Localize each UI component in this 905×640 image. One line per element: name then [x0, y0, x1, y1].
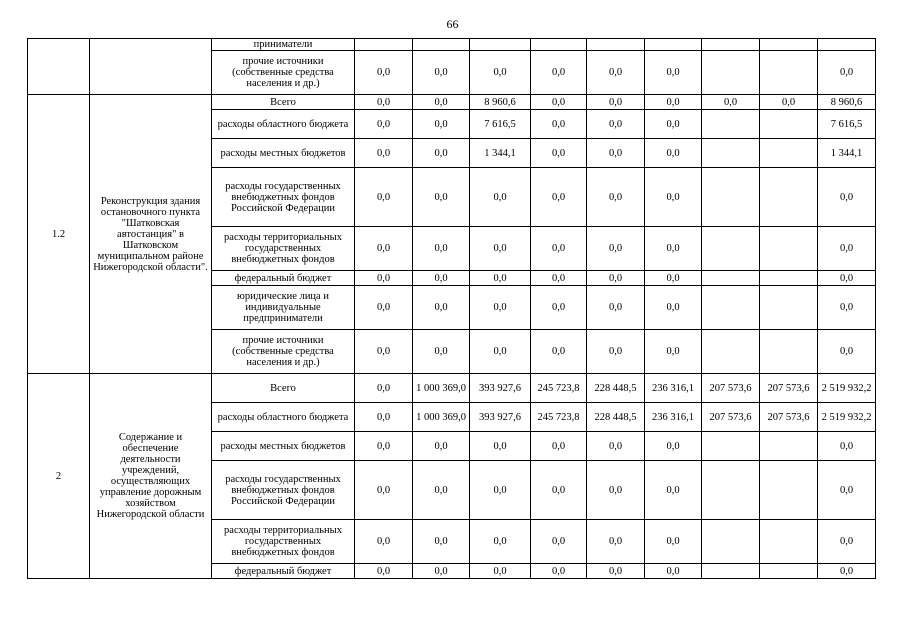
value-cell — [702, 271, 760, 286]
value-cell: 245 723,8 — [531, 403, 587, 432]
funding-source: федеральный бюджет — [212, 271, 355, 286]
funding-source: расходы местных бюджетов — [212, 139, 355, 168]
value-cell: 8 960,6 — [818, 95, 876, 110]
value-cell: 0,0 — [645, 432, 702, 461]
value-cell: 0,0 — [645, 330, 702, 374]
value-cell: 0,0 — [413, 227, 470, 271]
funding-source: расходы территориальных государственных внебюджетных фондов — [212, 520, 355, 564]
funding-source: приниматели — [212, 39, 355, 51]
value-cell: 0,0 — [413, 564, 470, 579]
value-cell — [355, 39, 413, 51]
value-cell: 0,0 — [531, 564, 587, 579]
value-cell: 207 573,6 — [760, 374, 818, 403]
value-cell: 0,0 — [587, 227, 645, 271]
value-cell: 8 960,6 — [470, 95, 531, 110]
value-cell: 2 519 932,2 — [818, 403, 876, 432]
value-cell: 0,0 — [645, 168, 702, 227]
value-cell: 0,0 — [760, 95, 818, 110]
funding-source: прочие источники (собственные средства населения и др.) — [212, 330, 355, 374]
value-cell — [760, 227, 818, 271]
value-cell: 0,0 — [645, 95, 702, 110]
value-cell — [645, 39, 702, 51]
value-cell: 0,0 — [413, 330, 470, 374]
value-cell — [760, 520, 818, 564]
value-cell: 0,0 — [470, 227, 531, 271]
value-cell — [702, 520, 760, 564]
value-cell: 0,0 — [531, 286, 587, 330]
value-cell: 0,0 — [531, 432, 587, 461]
value-cell: 0,0 — [645, 110, 702, 139]
value-cell: 0,0 — [470, 520, 531, 564]
value-cell: 0,0 — [531, 51, 587, 95]
value-cell: 0,0 — [645, 227, 702, 271]
value-cell — [413, 39, 470, 51]
value-cell: 0,0 — [531, 461, 587, 520]
value-cell: 0,0 — [818, 432, 876, 461]
value-cell: 0,0 — [645, 564, 702, 579]
value-cell: 0,0 — [355, 139, 413, 168]
value-cell: 0,0 — [818, 271, 876, 286]
value-cell: 0,0 — [355, 271, 413, 286]
value-cell — [760, 39, 818, 51]
row-program-name: Содержание и обеспечение деятельности учреждений, осуществляющих управление дорожным хозяйством Нижегородской области — [90, 374, 212, 579]
value-cell: 228 448,5 — [587, 374, 645, 403]
value-cell: 0,0 — [645, 51, 702, 95]
value-cell: 0,0 — [587, 110, 645, 139]
value-cell: 0,0 — [531, 95, 587, 110]
value-cell: 0,0 — [470, 564, 531, 579]
value-cell: 1 344,1 — [818, 139, 876, 168]
value-cell: 0,0 — [587, 51, 645, 95]
value-cell: 0,0 — [587, 95, 645, 110]
value-cell: 2 519 932,2 — [818, 374, 876, 403]
value-cell: 245 723,8 — [531, 374, 587, 403]
value-cell: 0,0 — [413, 432, 470, 461]
row-code: 1.2 — [28, 95, 90, 374]
value-cell: 0,0 — [818, 461, 876, 520]
funding-source: Всего — [212, 374, 355, 403]
value-cell: 0,0 — [413, 461, 470, 520]
value-cell: 0,0 — [587, 432, 645, 461]
value-cell: 0,0 — [587, 564, 645, 579]
value-cell: 0,0 — [355, 51, 413, 95]
value-cell: 0,0 — [470, 51, 531, 95]
value-cell: 0,0 — [818, 286, 876, 330]
value-cell: 0,0 — [355, 403, 413, 432]
value-cell — [760, 110, 818, 139]
value-cell: 0,0 — [355, 286, 413, 330]
funding-source: расходы территориальных государственных внебюджетных фондов — [212, 227, 355, 271]
value-cell: 0,0 — [587, 168, 645, 227]
value-cell: 0,0 — [355, 520, 413, 564]
value-cell: 0,0 — [531, 520, 587, 564]
funding-source: Всего — [212, 95, 355, 110]
value-cell: 0,0 — [470, 461, 531, 520]
value-cell: 0,0 — [413, 95, 470, 110]
value-cell: 0,0 — [413, 51, 470, 95]
row-program-name: Реконструкция здания остановочного пункта "Шатковская автостанция" в Шатковском муниципальном районе Нижегородской области". — [90, 95, 212, 374]
value-cell: 1 000 369,0 — [413, 374, 470, 403]
value-cell: 0,0 — [818, 564, 876, 579]
value-cell: 236 316,1 — [645, 374, 702, 403]
funding-source: расходы государственных внебюджетных фондов Российской Федерации — [212, 168, 355, 227]
value-cell — [702, 227, 760, 271]
value-cell — [760, 139, 818, 168]
value-cell — [760, 564, 818, 579]
value-cell — [702, 39, 760, 51]
budget-table — [27, 38, 876, 579]
row-code: 2 — [28, 374, 90, 579]
value-cell — [760, 168, 818, 227]
value-cell: 0,0 — [355, 227, 413, 271]
value-cell: 207 573,6 — [760, 403, 818, 432]
funding-source: юридические лица и индивидуальные предприниматели — [212, 286, 355, 330]
value-cell: 0,0 — [470, 271, 531, 286]
value-cell: 393 927,6 — [470, 403, 531, 432]
value-cell — [760, 461, 818, 520]
value-cell: 0,0 — [531, 110, 587, 139]
value-cell: 0,0 — [355, 461, 413, 520]
value-cell: 0,0 — [413, 110, 470, 139]
value-cell: 0,0 — [818, 168, 876, 227]
value-cell: 0,0 — [531, 168, 587, 227]
value-cell: 7 616,5 — [818, 110, 876, 139]
value-cell — [531, 39, 587, 51]
value-cell — [818, 39, 876, 51]
value-cell: 207 573,6 — [702, 374, 760, 403]
row-program-name — [90, 39, 212, 95]
value-cell: 0,0 — [531, 139, 587, 168]
value-cell — [760, 330, 818, 374]
funding-source: расходы областного бюджета — [212, 110, 355, 139]
value-cell: 0,0 — [587, 461, 645, 520]
value-cell: 0,0 — [413, 168, 470, 227]
value-cell: 0,0 — [818, 330, 876, 374]
value-cell: 207 573,6 — [702, 403, 760, 432]
value-cell — [702, 286, 760, 330]
value-cell: 0,0 — [645, 461, 702, 520]
value-cell — [702, 168, 760, 227]
value-cell: 7 616,5 — [470, 110, 531, 139]
funding-source: расходы областного бюджета — [212, 403, 355, 432]
value-cell: 228 448,5 — [587, 403, 645, 432]
value-cell: 0,0 — [818, 227, 876, 271]
value-cell: 0,0 — [355, 432, 413, 461]
value-cell: 0,0 — [587, 330, 645, 374]
value-cell — [702, 564, 760, 579]
value-cell — [587, 39, 645, 51]
value-cell: 236 316,1 — [645, 403, 702, 432]
value-cell — [702, 330, 760, 374]
value-cell: 0,0 — [531, 271, 587, 286]
value-cell: 393 927,6 — [470, 374, 531, 403]
value-cell: 0,0 — [355, 374, 413, 403]
funding-source: прочие источники (собственные средства населения и др.) — [212, 51, 355, 95]
value-cell: 0,0 — [645, 139, 702, 168]
value-cell: 1 000 369,0 — [413, 403, 470, 432]
value-cell: 0,0 — [531, 330, 587, 374]
funding-source: расходы государственных внебюджетных фондов Российской Федерации — [212, 461, 355, 520]
value-cell: 0,0 — [355, 95, 413, 110]
value-cell: 0,0 — [470, 168, 531, 227]
value-cell: 0,0 — [355, 110, 413, 139]
page-number: 66 — [446, 17, 459, 31]
value-cell: 0,0 — [355, 564, 413, 579]
value-cell: 0,0 — [355, 330, 413, 374]
table-row — [28, 374, 876, 403]
value-cell: 0,0 — [413, 139, 470, 168]
value-cell: 0,0 — [413, 271, 470, 286]
value-cell: 0,0 — [531, 227, 587, 271]
value-cell — [760, 271, 818, 286]
value-cell: 0,0 — [587, 139, 645, 168]
value-cell: 0,0 — [645, 271, 702, 286]
value-cell — [702, 461, 760, 520]
value-cell — [760, 286, 818, 330]
value-cell: 0,0 — [645, 520, 702, 564]
value-cell: 0,0 — [587, 271, 645, 286]
value-cell: 0,0 — [470, 286, 531, 330]
value-cell — [760, 51, 818, 95]
value-cell — [470, 39, 531, 51]
value-cell: 0,0 — [587, 286, 645, 330]
value-cell: 1 344,1 — [470, 139, 531, 168]
value-cell — [702, 51, 760, 95]
value-cell: 0,0 — [587, 520, 645, 564]
value-cell: 0,0 — [470, 330, 531, 374]
budget-table-body — [28, 39, 876, 579]
value-cell — [702, 110, 760, 139]
value-cell: 0,0 — [818, 51, 876, 95]
value-cell: 0,0 — [702, 95, 760, 110]
funding-source: расходы местных бюджетов — [212, 432, 355, 461]
value-cell — [760, 432, 818, 461]
value-cell: 0,0 — [355, 168, 413, 227]
value-cell — [702, 432, 760, 461]
row-code — [28, 39, 90, 95]
value-cell: 0,0 — [413, 520, 470, 564]
value-cell: 0,0 — [645, 286, 702, 330]
value-cell — [702, 139, 760, 168]
table-row — [28, 39, 876, 51]
funding-source: федеральный бюджет — [212, 564, 355, 579]
value-cell: 0,0 — [413, 286, 470, 330]
value-cell: 0,0 — [818, 520, 876, 564]
table-row — [28, 95, 876, 110]
value-cell: 0,0 — [470, 432, 531, 461]
